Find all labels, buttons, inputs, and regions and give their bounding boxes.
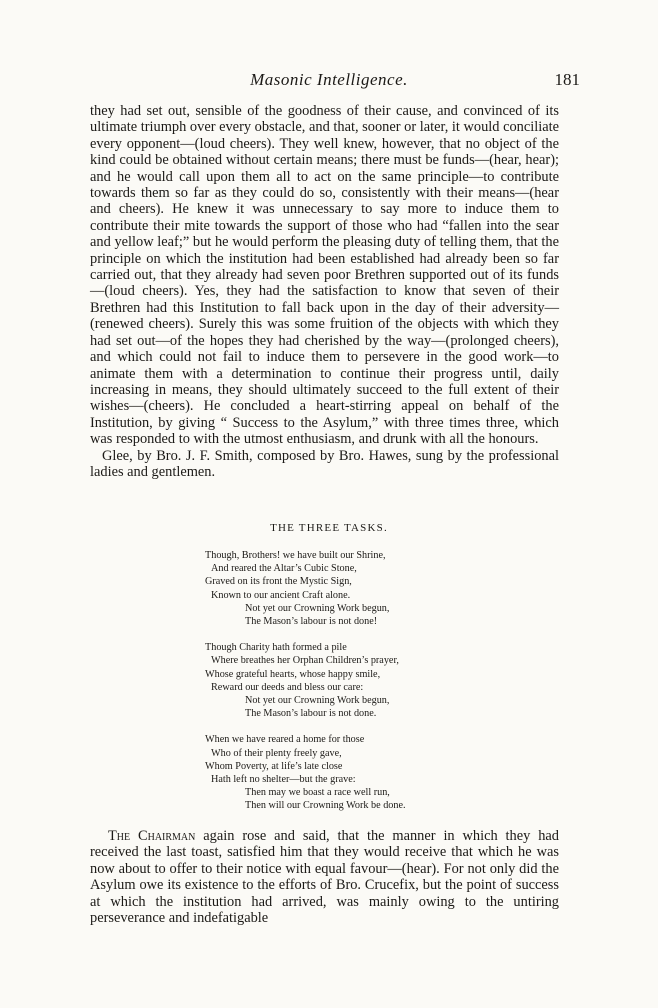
page-number: 181 (554, 70, 580, 89)
body-text-bottom (90, 828, 559, 926)
paragraph-speech: they had set out, sensible of the goodness of their cause, and convinced of its ultimate triumph over every obstacle, and that, sooner or later, it would conciliate every opponent—(loud cheers). They well knew, however, that no object of the kind could be obtained without certain means; there must be funds—(hear, hear); and he would call upon them all to act on the same principle—to contribute towards them so far as they could do so, consistently with their means—(hear and cheers). He knew it was unnecessary to say more to induce them to contribute their mite towards the support of those who had “fallen into the sear and yellow leaf;” but he would perform the pleasing duty of telling them, that the principle on which the institution had been established had already been so far carried out, that they already had seven poor Brethren supported out of its funds—(loud cheers). Yes, they had the satisfaction to know that seven of their Brethren had this Institution to fall back upon in the day of their adversity—(renewed cheers). Surely this was some fruition of the objects with which they had set out—of the hopes they had cherished by the way—(prolonged cheers), and which could not fail to induce them to persevere in the good work—to animate them with a determination to continue their progress until, daily increasing in means, they should ultimately succeed to the full extent of their wishes—(cheers). He concluded a heart-stirring appeal on behalf of the Institution, by giving “ Success to the Asylum,” with three times three, which was responded to with the utmost enthusiasm, and drunk with all the honours. (90, 103, 559, 448)
paragraph-glee: Glee, by Bro. J. F. Smith, composed by Bro. Hawes, sung by the professional ladies and gentlemen. (90, 447, 559, 480)
poem-refrain-line: Then may we boast a race well run, (245, 787, 390, 799)
poem-refrain-line: The Mason’s labour is not done! (245, 616, 378, 628)
poem-line: Known to our ancient Craft alone. (211, 589, 351, 601)
paragraph-chairman (90, 828, 559, 926)
poem-line: Though Charity hath formed a pile (205, 642, 347, 654)
poem-line: And reared the Altar’s Cubic Stone, (211, 563, 357, 575)
poem-stanza (205, 733, 406, 812)
chairman-text: again rose and said, that the manner in which they had received the last toast, satisfied him that they would receive that which he was now about to offer to their notice with equal favour—(hear). For not only did the Asylum owe its existence to the efforts of Bro. Crucefix, but the point of success at which the institution had arrived, was mainly owing to the untiring perseverance and indefatigable (90, 828, 559, 927)
poem-refrain-line: Not yet our Crowning Work begun, (245, 602, 390, 614)
poem-line: Reward our deeds and bless our care: (211, 681, 364, 693)
poem-line: When we have reared a home for those (205, 734, 365, 746)
poem-refrain-line: Not yet our Crowning Work begun, (245, 695, 390, 707)
poem-refrain-line: Then will our Crowning Work be done. (245, 800, 406, 812)
running-head (0, 70, 658, 92)
poem-refrain-line: The Mason’s labour is not done. (245, 708, 377, 720)
poem-stanza (205, 549, 406, 628)
poem-line: Who of their plenty freely gave, (211, 747, 342, 759)
poem-title: THE THREE TASKS. (270, 522, 388, 534)
poem-line: Though, Brothers! we have built our Shrine, (205, 550, 386, 561)
poem-line: Whom Poverty, at life’s late close (205, 760, 343, 772)
chairman-name: The Chairman (108, 828, 196, 844)
poem-stanza (205, 641, 406, 720)
poem-line: Where breathes her Orphan Children’s prayer, (211, 655, 399, 667)
poem-line: Whose grateful hearts, whose happy smile, (205, 668, 381, 680)
poem (205, 549, 406, 826)
poem-line: Hath left no shelter—but the grave: (211, 774, 356, 786)
poem-line: Graved on its front the Mystic Sign, (205, 576, 352, 588)
running-head-title: Masonic Intelligence. (250, 70, 408, 89)
body-text-top (90, 103, 559, 480)
